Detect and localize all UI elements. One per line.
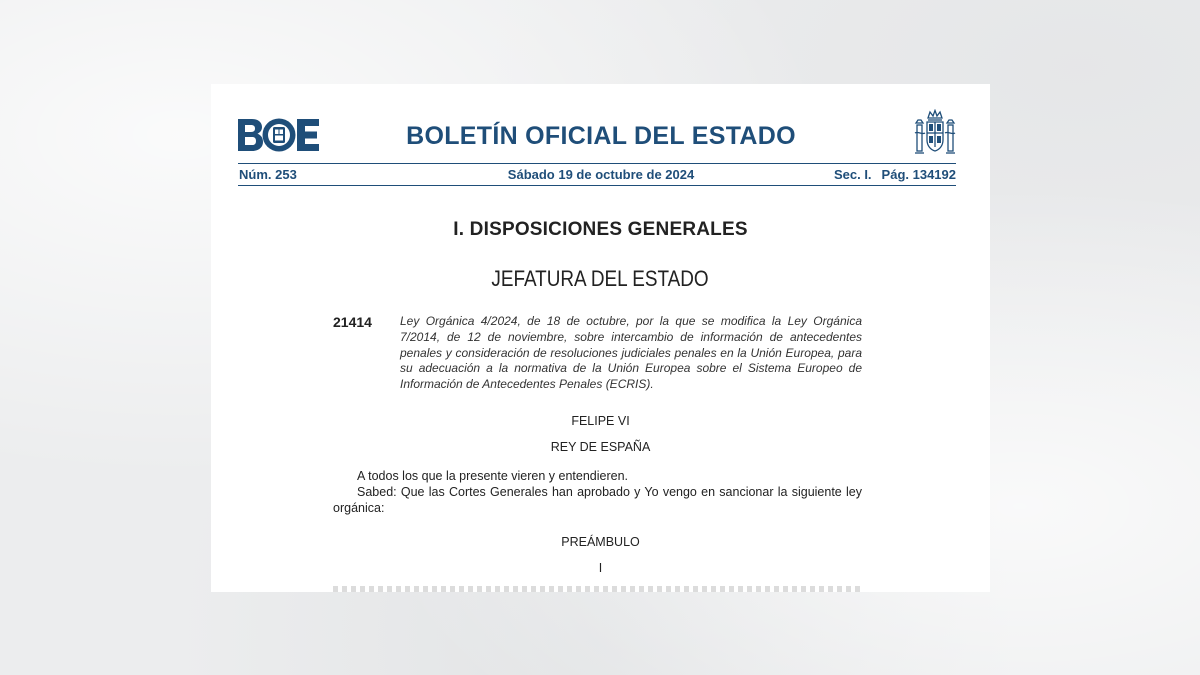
preamble-part-number: I (598, 561, 603, 575)
document-number: 21414 (333, 314, 372, 330)
header-rule-bottom (238, 185, 956, 186)
king-name: FELIPE VI (571, 414, 630, 428)
document-summary: Ley Orgánica 4/2024, de 18 de octubre, por la que se modifica la Ley Orgánica 7/2014, de 12 de noviembre, sobre intercambio de información de antecedentes penales y consideración de resoluciones judiciales penales en la Unión Europea, para su adecuación a la normativa de la Unión Europea sobre el Sistema Europeo de Información de Antecedentes Penales (ECRIS). (400, 314, 862, 392)
boe-logo-icon (238, 117, 320, 153)
boe-document-page (211, 84, 990, 592)
section-label: Sec. I. (833, 167, 872, 182)
preamble-heading: PREÁMBULO (561, 535, 640, 549)
organism-title: JEFATURA DEL ESTADO (491, 266, 709, 291)
page-number: Pág. 134192 (881, 167, 956, 182)
cut-off-text-line (333, 586, 862, 592)
king-title: REY DE ESPAÑA (550, 440, 651, 454)
bulletin-title: BOLETÍN OFICIAL DEL ESTADO (406, 122, 796, 150)
promulgation-formula (333, 468, 862, 516)
promulgation-line-2: Sabed: Que las Cortes Generales han aprobado y Yo vengo en sancionar la siguiente ley orgánica: (333, 485, 862, 515)
issue-date: Sábado 19 de octubre de 2024 (507, 167, 695, 182)
promulgation-line-1: A todos los que la presente vieren y entendieren. (357, 469, 629, 483)
section-page-info (834, 167, 956, 183)
header-rule-top (238, 163, 956, 164)
section-title: I. DISPOSICIONES GENERALES (453, 219, 748, 240)
spanish-coat-of-arms-icon (914, 109, 956, 157)
issue-number: Núm. 253 (239, 167, 297, 182)
